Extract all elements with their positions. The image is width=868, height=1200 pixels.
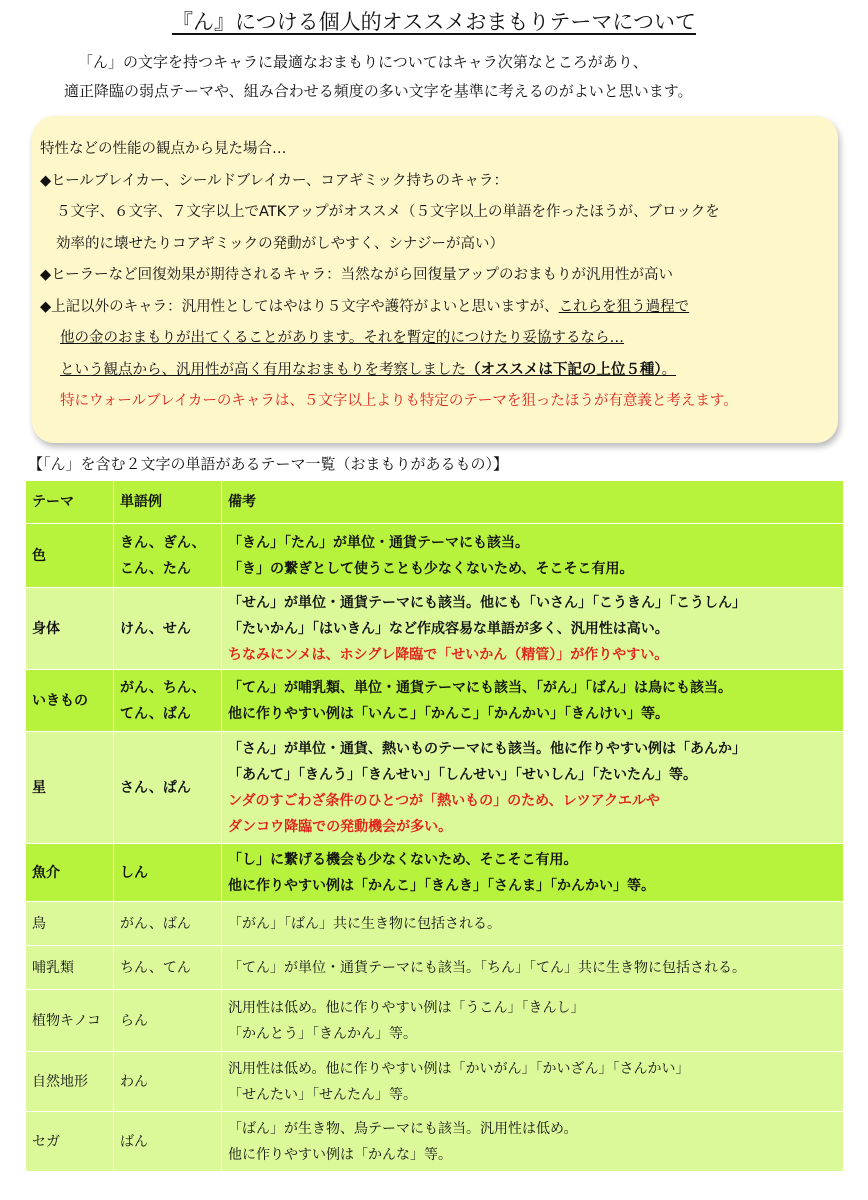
panel-underlined-text: という観点から、汎用性が高く有用なおまもりを考察しました — [60, 361, 466, 378]
panel-underlined-text: 他の金のおまもりが出てくることがあります。それを暫定的につけたり妥協するなら… — [60, 330, 625, 346]
note-cell: 汎用性は低め。他に作りやすい例は「うこん」「きんし」 「かんとう」「きんかん」等。 — [222, 990, 844, 1052]
note-cell: 「てん」が単位・通貨テーマにも該当。「ちん」「てん」共に生き物に包括される。 — [222, 946, 844, 990]
panel-line: 特性などの性能の観点から見た場合… — [40, 141, 287, 157]
table-row — [26, 1052, 844, 1112]
page-title: 『ん』につける個人的オススメおまもりテーマについて — [172, 10, 696, 34]
note-red-text: ンダのすごわざ条件のひとつが「熱いもの」のため、レツアクエルや — [228, 792, 660, 809]
intro-line: 「ん」の文字を持つキャラに最適なおまもりについてはキャラ次第なところがあり、 — [78, 53, 648, 71]
panel-line: ◆ヒーラーなど回復効果が期待されるキャラ：当然ながら回復量アップのおまもりが汎用性が高い — [40, 267, 674, 283]
column-header: 備考 — [222, 481, 844, 524]
note-cell: 汎用性は低め。他に作りやすい例は「かいがん」「かいざん」「さんかい」 「せんたい」「せんたん」等。 — [222, 1052, 844, 1112]
words-cell: きん、ぎん、 こん、たん — [114, 524, 222, 588]
words-cell: しん — [114, 844, 222, 902]
note-cell: 「がん」「ばん」共に生き物に包括される。 — [222, 902, 844, 946]
panel-red-line: 特にウォールブレイカーのキャラは、５文字以上よりも特定のテーマを狙ったほうが有意義と考えます。 — [60, 393, 738, 409]
panel-line: ５文字、６文字、７文字以上でATKアップがオススメ（５文字以上の単語を作ったほうが、ブロックを — [56, 204, 720, 220]
table-row — [26, 732, 844, 844]
theme-cell: 星 — [26, 732, 114, 844]
words-cell: ばん — [114, 1112, 222, 1172]
column-header: テーマ — [26, 481, 114, 524]
theme-cell: いきもの — [26, 670, 114, 732]
table-row — [26, 902, 844, 946]
theme-cell: 哺乳類 — [26, 946, 114, 990]
note-cell: 「ばん」が生き物、鳥テーマにも該当。汎用性は低め。 他に作りやすい例は「かんな」等。 — [222, 1112, 844, 1172]
words-cell: がん、ばん — [114, 902, 222, 946]
theme-cell: 色 — [26, 524, 114, 588]
theme-cell: 鳥 — [26, 902, 114, 946]
theme-cell: 自然地形 — [26, 1052, 114, 1112]
panel-emphasis: （オススメは下記の上位５種） — [466, 361, 662, 378]
panel-line: 効率的に壊せたりコアギミックの発動がしやすく、シナジーが高い） — [56, 235, 505, 252]
theme-cell: 植物キノコ — [26, 990, 114, 1052]
table-row — [26, 1112, 844, 1172]
intro — [64, 48, 824, 106]
note-red-text: ダンコウ降臨での発動機会が多い。 — [228, 818, 453, 835]
note-cell: 「せん」が単位・通貨テーマにも該当。他にも「いさん」「こうきん」「こうしん」 「たいかん」「はいきん」など作成容易な単語が多く、汎用性は高い。 ちなみにンメは、ホシグレ降臨で「せいかん（精管）」が作りやすい。 — [222, 588, 844, 670]
panel-line: ◆ヒールブレイカー、シールドブレイカー、コアギミック持ちのキャラ： — [40, 172, 509, 189]
note-cell: 「きん」「たん」が単位・通貨テーマにも該当。 「き」の繋ぎとして使うことも少なくないため、そこそこ有用。 — [222, 524, 844, 588]
table-row — [26, 524, 844, 588]
theme-table — [25, 480, 844, 1172]
table-row — [26, 588, 844, 670]
words-cell: がん、ちん、 てん、ばん — [114, 670, 222, 732]
words-cell: らん — [114, 990, 222, 1052]
words-cell: けん、せん — [114, 588, 222, 670]
list-heading: 【「ん」を含む２文字の単語があるテーマ一覧（おまもりがあるもの）】 — [28, 455, 509, 473]
words-cell: わん — [114, 1052, 222, 1112]
panel-text: ◆上記以外のキャラ：汎用性としてはやはり５文字や護符がよいと思いますが、 — [40, 298, 559, 315]
intro-line: 適正降臨の弱点テーマや、組み合わせる頻度の多い文字を基準に考えるのがよいと思います。 — [64, 82, 693, 100]
table-row — [26, 670, 844, 732]
theme-cell: セガ — [26, 1112, 114, 1172]
panel-underlined-text: これらを狙う過程で — [558, 298, 690, 315]
note-red-text: ちなみにンメは、ホシグレ降臨で「せいかん（精管）」が作りやすい。 — [228, 646, 669, 663]
note-cell: 「し」に繋げる機会も少なくないため、そこそこ有用。 他に作りやすい例は「かんこ」「きんき」「さんま」「かんかい」等。 — [222, 844, 844, 902]
panel-line — [40, 323, 838, 355]
panel-underlined-text: 。 — [661, 361, 677, 378]
table-row — [26, 946, 844, 990]
words-cell: ちん、てん — [114, 946, 222, 990]
table-header-row — [26, 481, 844, 524]
words-cell: さん、ぱん — [114, 732, 222, 844]
note-cell: 「てん」が哺乳類、単位・通貨テーマにも該当、「がん」「ばん」は鳥にも該当。 他に作りやすい例は「いんこ」「かんこ」「かんかい」「きんけい」等。 — [222, 670, 844, 732]
panel-line — [40, 292, 838, 324]
table-row — [26, 990, 844, 1052]
recommendation-panel — [32, 116, 838, 443]
column-header: 単語例 — [114, 481, 222, 524]
note-cell: 「さん」が単位・通貨、熱いものテーマにも該当。他に作りやすい例は「あんか」 「あんて」「きんう」「きんせい」「しんせい」「せいしん」「たいたん」等。 ンダのすごわざ条件のひとつが「熱いもの」のため、レツアクエルや ダンコウ降臨での発動機会が多い。 — [222, 732, 844, 844]
theme-cell: 魚介 — [26, 844, 114, 902]
table-row — [26, 844, 844, 902]
panel-line — [40, 355, 838, 387]
theme-cell: 身体 — [26, 588, 114, 670]
